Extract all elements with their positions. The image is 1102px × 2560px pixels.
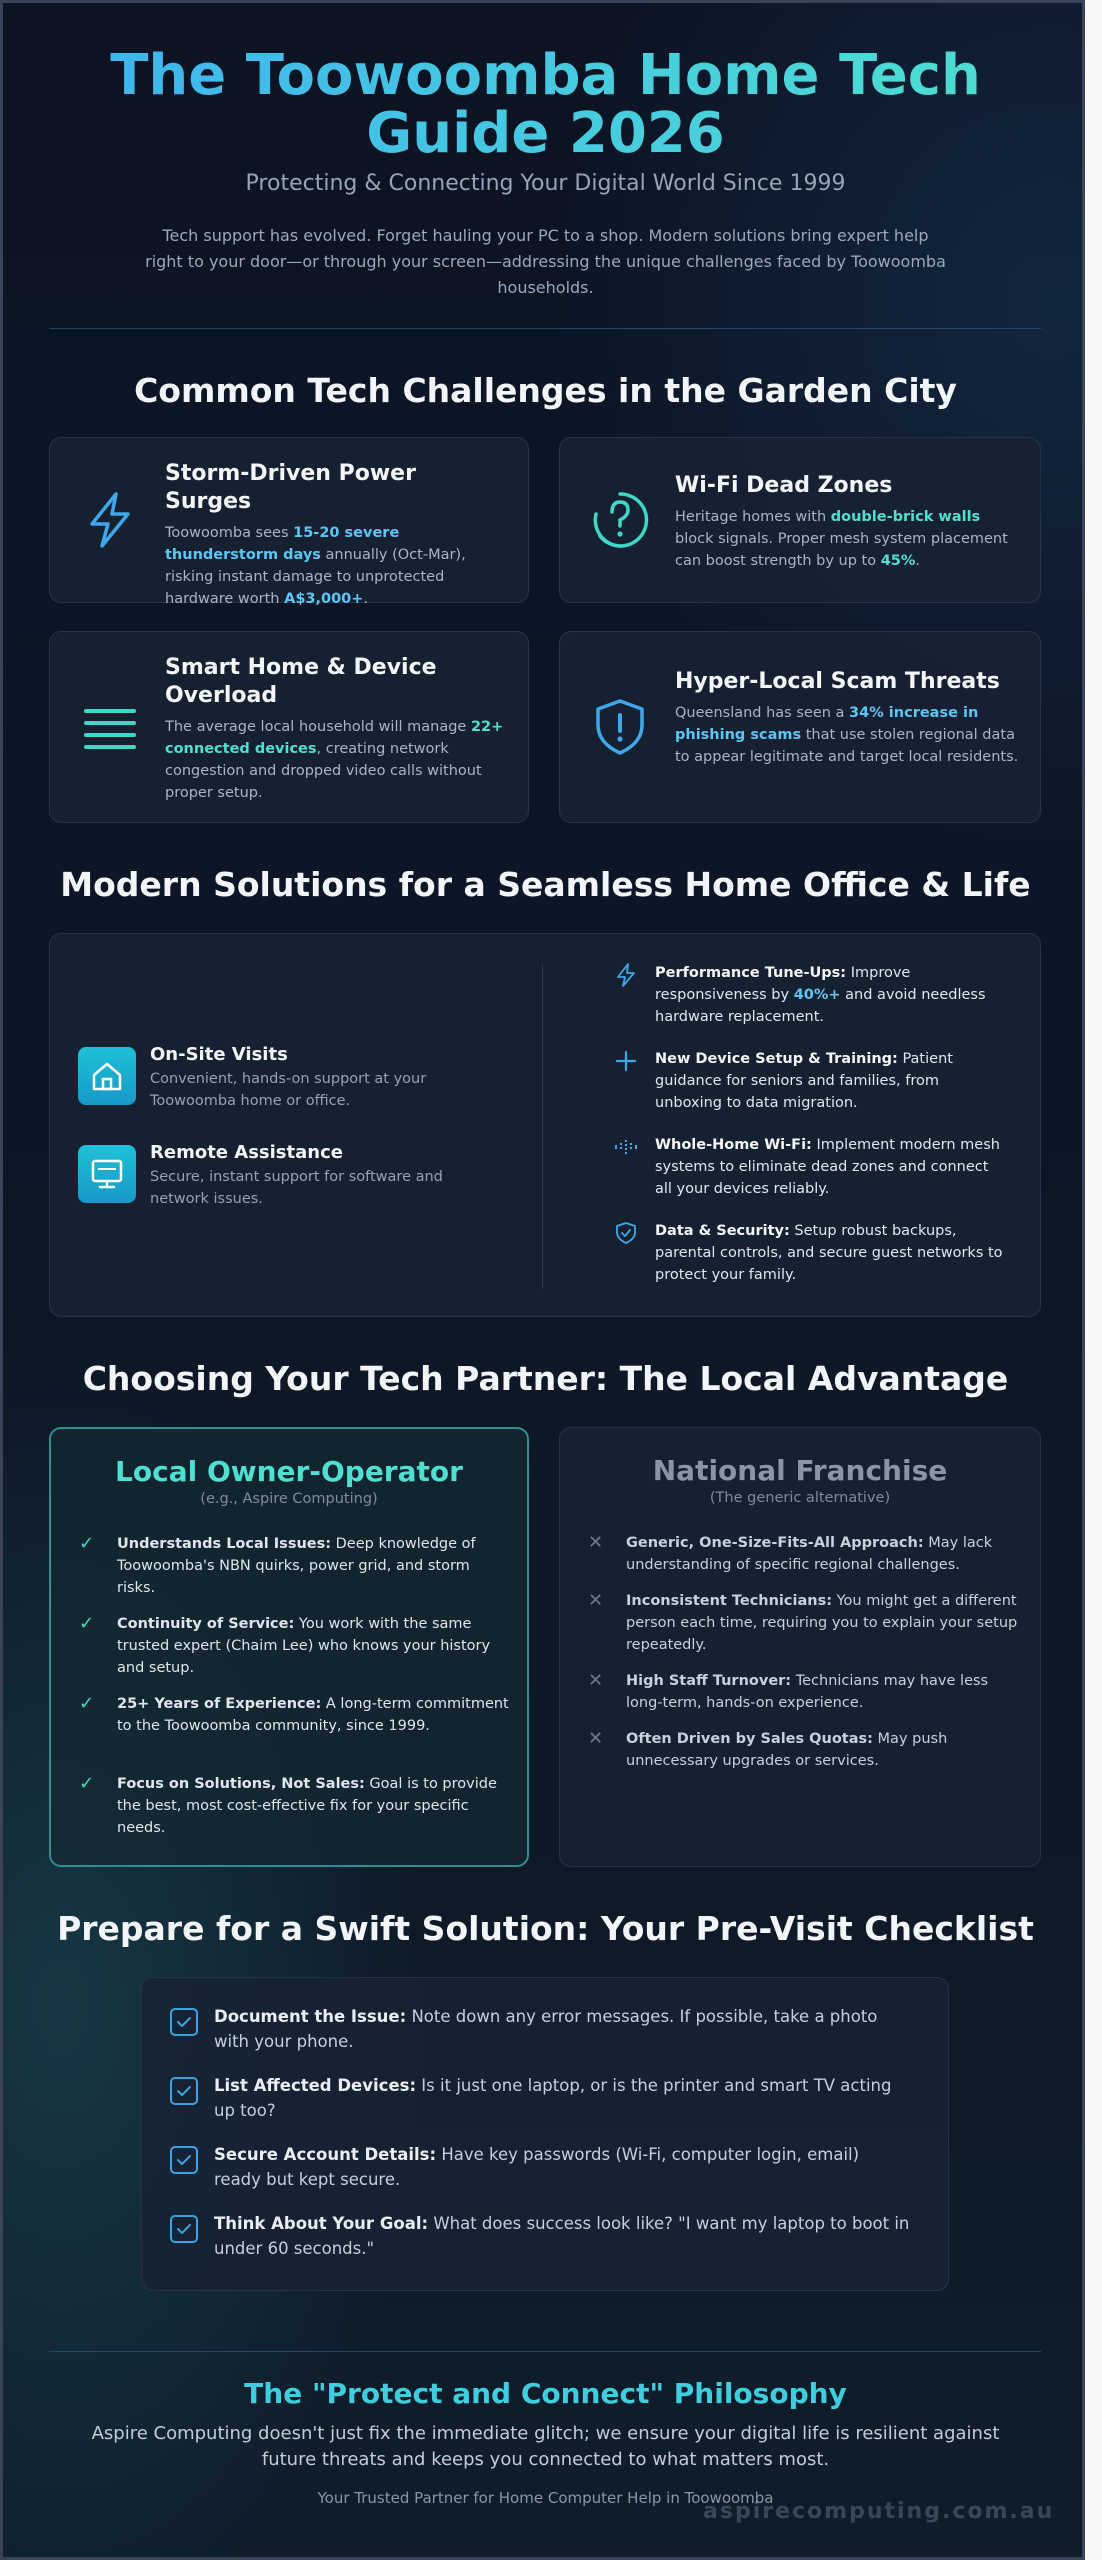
cross-icon: ✕ [588, 1590, 604, 1611]
home-icon [78, 1047, 136, 1105]
checklist-item[interactable]: Document the Issue: Note down any error messages. If possible, take a photo with your phone. [170, 2004, 910, 2054]
checkbox-icon[interactable] [170, 2215, 198, 2243]
service-description: Secure, instant support for software and network issues. [150, 1169, 443, 1207]
tagline: Your Trusted Partner for Home Computer Help in Toowoomba [317, 2489, 774, 2507]
monitor-icon [78, 1145, 136, 1203]
challenge-description: Queensland has seen a 34% increase in phishing scams that use stolen regional data to appear legitimate and target local residents. [675, 705, 1019, 765]
challenge-title: Wi-Fi Dead Zones [675, 473, 893, 498]
checklist-item[interactable]: Think About Your Goal: What does success look like? "I want my laptop to boot in under 60 seconds." [170, 2211, 910, 2261]
check-icon: ✓ [79, 1693, 95, 1714]
feature-text: Performance Tune-Ups: Improve responsiveness by 40%+ and avoid needless hardware replacement. [655, 965, 986, 1025]
column-subtitle: (The generic alternative) [709, 1490, 891, 1506]
cross-icon: ✕ [588, 1728, 604, 1749]
checklist-section-title: Prepare for a Swift Solution: Your Pre-Visit Checklist [57, 1909, 1034, 1948]
challenge-title: Hyper-Local Scam Threats [675, 669, 1000, 694]
page-subtitle: Protecting & Connecting Your Digital World Since 1999 [245, 171, 846, 196]
checklist-item[interactable]: Secure Account Details: Have key passwords (Wi-Fi, computer login, email) ready but kept secure. [170, 2142, 910, 2192]
check-icon: ✓ [79, 1773, 95, 1794]
service-title: Remote Assistance [150, 1142, 343, 1163]
feature-data-security [655, 1220, 1005, 1286]
solutions-section-title: Modern Solutions for a Seamless Home Office & Life [60, 865, 1031, 904]
con-item: ✕ Generic, One-Size-Fits-All Approach: May lack understanding of specific regional challenges. [588, 1532, 993, 1573]
divider [542, 964, 543, 1289]
shield-check-icon [613, 1220, 639, 1246]
feature-text: Whole-Home Wi-Fi: Implement modern mesh systems to eliminate dead zones and connect all your devices reliably. [655, 1137, 1000, 1197]
shield-alert-icon [588, 695, 652, 759]
challenge-card-wifi-dead-zones [559, 437, 1041, 603]
philosophy-body: Aspire Computing doesn't just fix the immediate glitch; we ensure your digital life is resilient against future threats and keeps you connected to what matters most. [91, 2423, 1000, 2470]
cross-icon: ✕ [588, 1670, 604, 1691]
check-icon: ✓ [79, 1613, 95, 1634]
challenge-description: Toowoomba sees 15-20 severe thunderstorm days annually (Oct-Mar), risking instant damage to unprotected hardware worth A$3,000+. [165, 525, 466, 607]
pro-item: ✓ Focus on Solutions, Not Sales: Goal is to provide the best, most cost-effective fix for your specific needs. [79, 1773, 497, 1836]
challenge-title: Smart Home & Device Overload [165, 655, 437, 708]
feature-whole-home-wifi [655, 1134, 1005, 1200]
cross-icon: ✕ [588, 1532, 604, 1553]
challenge-card-power-surges [49, 437, 529, 607]
list-lines-icon [78, 695, 142, 759]
service-on-site [78, 1044, 478, 1108]
page-title: The Toowoomba Home Tech Guide 2026 [43, 47, 1048, 163]
intro-paragraph: Tech support has evolved. Forget hauling your PC to a shop. Modern solutions bring expert help right to your door—or through your screen—addressing the unique challenges faced by Toowoomba households. [145, 226, 946, 297]
feature-text: Data & Security: Setup robust backups, parental controls, and secure guest networks to protect your family. [655, 1223, 1003, 1283]
checkbox-icon[interactable] [170, 2146, 198, 2174]
pro-item: ✓ Understands Local Issues: Deep knowledge of Toowoomba's NBN quirks, power grid, and storm risks. [79, 1533, 476, 1596]
pro-item: ✓ 25+ Years of Experience: A long-term commitment to the Toowoomba community, since 1999. [79, 1693, 509, 1734]
local-operator-card [49, 1427, 529, 1867]
service-description: Convenient, hands-on support at your Toowoomba home or office. [150, 1071, 427, 1109]
challenges-section-title: Common Tech Challenges in the Garden City [134, 371, 957, 410]
national-franchise-card [559, 1427, 1041, 1867]
checkbox-icon[interactable] [170, 2008, 198, 2036]
checklist-panel [141, 1977, 949, 2291]
checkbox-icon[interactable] [170, 2077, 198, 2105]
con-item: ✕ Often Driven by Sales Quotas: May push unnecessary upgrades or services. [588, 1728, 948, 1769]
challenge-card-scam-threats [559, 631, 1041, 823]
website-watermark[interactable]: aspirecomputing.com.au [703, 2499, 1055, 2524]
challenge-description: Heritage homes with double-brick walls block signals. Proper mesh system placement can boost strength by up to 45%. [675, 509, 1008, 569]
checklist-item[interactable]: List Affected Devices: Is it just one laptop, or is the printer and smart TV acting up too? [170, 2073, 910, 2123]
divider [49, 2351, 1041, 2352]
philosophy-title: The "Protect and Connect" Philosophy [244, 2377, 847, 2410]
pro-item: ✓ Continuity of Service: You work with the same trusted expert (Chaim Lee) who knows your history and setup. [79, 1613, 491, 1676]
con-item: ✕ High Staff Turnover: Technicians may have less long-term, hands-on experience. [588, 1670, 989, 1711]
plus-icon [613, 1048, 639, 1074]
solutions-panel [49, 933, 1041, 1317]
column-title: National Franchise [652, 1454, 948, 1487]
challenge-title: Storm-Driven Power Surges [165, 461, 416, 514]
feature-device-setup [655, 1048, 1005, 1114]
bolt-outline-icon [613, 962, 639, 988]
lightning-icon [78, 488, 142, 552]
check-icon: ✓ [79, 1533, 95, 1554]
service-title: On-Site Visits [150, 1044, 288, 1065]
con-item: ✕ Inconsistent Technicians: You might get a different person each time, requiring you to explain your setup repeatedly. [588, 1590, 1018, 1653]
wifi-question-icon [588, 488, 652, 552]
feature-text: New Device Setup & Training: Patient guidance for seniors and families, from unboxing to data migration. [655, 1051, 953, 1111]
wifi-signal-icon [613, 1134, 639, 1160]
challenge-description: The average local household will manage 22+ connected devices, creating network congestion and dropped video calls without proper setup. [165, 719, 504, 801]
challenge-card-device-overload [49, 631, 529, 823]
partner-section-title: Choosing Your Tech Partner: The Local Advantage [82, 1359, 1009, 1398]
feature-performance [655, 962, 1005, 1028]
column-title: Local Owner-Operator [115, 1455, 463, 1488]
column-subtitle: (e.g., Aspire Computing) [200, 1491, 378, 1507]
divider [49, 328, 1041, 329]
service-remote [78, 1142, 478, 1206]
